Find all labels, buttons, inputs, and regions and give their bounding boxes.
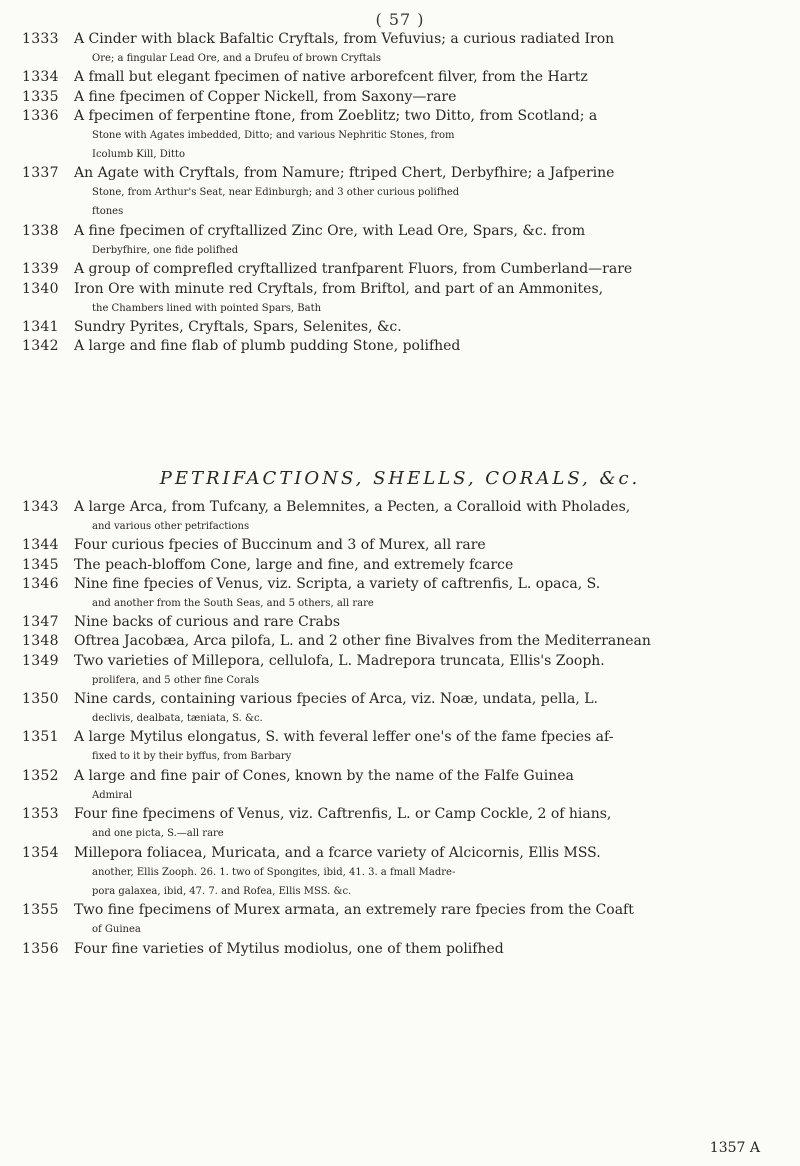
lot-description-line: The peach-bloffom Cone, large and fine, and extremely fcarce (74, 556, 514, 573)
lot-number: 1339 (22, 261, 59, 278)
lot-description (56, 30, 782, 68)
lot-number: 1348 (22, 633, 59, 650)
lot-description-line: and one picta, S.—all rare (92, 828, 224, 840)
lot-description-line: the Chambers lined with pointed Spars, Bath (92, 302, 322, 314)
lot-description-line: Nine cards, containing various fpecies of Arca, viz. Noæ, undata, pella, L. (74, 691, 599, 707)
lot-number: 1334 (22, 69, 59, 86)
lot-description (56, 844, 782, 901)
lot-description (56, 901, 782, 939)
lot-description-line: Stone with Agates imbedded, Ditto; and various Nephritic Stones, from (92, 129, 455, 141)
lot-number: 1341 (22, 319, 59, 335)
lot-number: 1349 (22, 652, 59, 669)
lot-description-line: Oftrea Jacobæa, Arca pilofa, L. and 2 other fine Bivalves from the Mediterranean (74, 633, 651, 650)
lot-number: 1347 (22, 614, 59, 631)
lot-description-line: Iron Ore with minute red Cryftals, from Briftol, and part of an Ammonites, (74, 280, 604, 297)
lot-number: 1351 (22, 729, 59, 746)
lot-description-line: Two varieties of Millepora, cellulofa, L. Madrepora truncata, Ellis's Zooph. (74, 652, 605, 669)
lot-number: 1353 (22, 806, 59, 823)
lot-description (56, 68, 782, 87)
lot-number: 1355 (22, 902, 59, 919)
lot-description-line: Icolumb Kill, Ditto (92, 148, 185, 160)
lot-description (56, 556, 782, 575)
lot-description (56, 107, 782, 164)
lot-number: 1356 (22, 940, 59, 957)
lot-description (56, 536, 782, 555)
lot-number: 1335 (22, 88, 59, 105)
lot-description-line: and various other petrifactions (92, 521, 250, 532)
lot-description (56, 498, 782, 536)
lot-description-line: Admiral (92, 789, 133, 801)
lot-description (56, 632, 782, 651)
lot-description-line: another, Ellis Zooph. 26. 1. two of Spongites, ibid, 41. 3. a fmall Madre- (92, 866, 456, 878)
lot-number: 1352 (22, 767, 59, 784)
lot-description (56, 280, 782, 318)
catchword: 1357 A (709, 1140, 760, 1156)
lot-description-line: A Cinder with black Bafaltic Cryftals, from Vefuvius; a curious radiated Iron (74, 31, 615, 47)
lot-description-line: An Agate with Cryftals, from Namure; ftriped Chert, Derbyfhire; a Jafperine (74, 165, 615, 182)
lot-description (56, 222, 782, 260)
lot-number: 1343 (22, 499, 59, 515)
lot-description-line: Four curious fpecies of Buccinum and 3 of Murex, all rare (74, 537, 486, 554)
lot-number: 1346 (22, 575, 59, 592)
lot-description-line: pora galaxea, ibid, 47. 7. and Rofea, Ellis MSS. &c. (92, 885, 352, 897)
lot-description-line: A group of comprefled cryftallized tranfparent Fluors, from Cumberland—rare (74, 261, 633, 278)
lot-description-line: A large and fine flab of plumb pudding Stone, polifhed (74, 338, 461, 355)
lot-description (56, 164, 782, 221)
lot-number: 1345 (22, 556, 59, 573)
lot-description-line: Stone, from Arthur's Seat, near Edinburgh; and 3 other curious polifhed (92, 187, 460, 199)
lot-description-line: Four fine fpecimens of Venus, viz. Caftrenfis, L. or Camp Cockle, 2 of hians, (74, 806, 612, 823)
lot-description-line: A large and fine pair of Cones, known by the name of the Falfe Guinea (74, 767, 574, 784)
lot-number: 1340 (22, 280, 59, 297)
lot-description-line: A fpecimen of ferpentine ftone, from Zoeblitz; two Ditto, from Scotland; a (74, 107, 598, 124)
lot-description-line: Four fine varieties of Mytilus modiolus, one of them polifhed (74, 940, 504, 957)
lot-description-line: A fine fpecimen of Copper Nickell, from Saxony—rare (74, 88, 457, 105)
lot-description-line: Millepora foliacea, Muricata, and a fcarce variety of Alcicornis, Ellis MSS. (74, 844, 601, 861)
lot-description (56, 805, 782, 843)
lot-description-line: ftones (92, 206, 124, 218)
page-number: ( 57 ) (375, 10, 425, 29)
lot-number: 1344 (22, 537, 59, 554)
lot-description (56, 88, 782, 107)
lot-number: 1336 (22, 107, 59, 124)
lot-description-line: A fmall but elegant fpecimen of native arborefcent filver, from the Hartz (74, 69, 588, 86)
lot-number: 1342 (22, 338, 59, 355)
lot-description-line: prolifera, and 5 other fine Corals (92, 674, 260, 686)
lot-description-line: Sundry Pyrites, Cryftals, Spars, Selenites, &c. (74, 319, 402, 335)
lot-description-line: Two fine fpecimens of Murex armata, an extremely rare fpecies from the Coaft (74, 902, 634, 919)
lot-number: 1354 (22, 844, 59, 861)
lot-description-line: Ore; a fingular Lead Ore, and a Drufeu of brown Cryftals (92, 53, 381, 64)
lot-description-line: fixed to it by their byffus, from Barbary (92, 751, 292, 763)
lot-description-line: Derbyfhire, one fide polifhed (92, 245, 239, 256)
lot-description (56, 575, 782, 613)
lot-number: 1338 (22, 223, 59, 239)
lot-number: 1337 (22, 165, 59, 182)
lot-description (56, 337, 782, 356)
lot-description (56, 940, 782, 959)
lot-description-line: A fine fpecimen of cryftallized Zinc Ore, with Lead Ore, Spars, &c. from (74, 223, 586, 239)
lot-number: 1350 (22, 691, 59, 707)
lot-description-line: declivis, dealbata, tæniata, S. &c. (92, 713, 263, 724)
lot-description (56, 728, 782, 766)
lot-description (56, 613, 782, 632)
lot-description (56, 260, 782, 279)
lot-description-line: A large Arca, from Tufcany, a Belemnites, a Pecten, a Coralloid with Pholades, (74, 499, 631, 515)
lot-description (56, 767, 782, 805)
lot-description-line: and another from the South Seas, and 5 others, all rare (92, 597, 374, 609)
lot-description-line: of Guinea (92, 924, 141, 936)
lot-description-line: A large Mytilus elongatus, S. with feveral leffer one's of the fame fpecies af- (74, 729, 614, 746)
lot-description-line: Nine fine fpecies of Venus, viz. Scripta, a variety of caftrenfis, L. opaca, S. (74, 575, 601, 592)
lot-description (56, 690, 782, 728)
lot-description (56, 652, 782, 690)
lot-description (56, 318, 782, 337)
lot-description-line: Nine backs of curious and rare Crabs (74, 614, 341, 631)
section-heading: PETRIFACTIONS, SHELLS, CORALS, &c. (159, 468, 641, 489)
lot-number: 1333 (22, 31, 59, 47)
